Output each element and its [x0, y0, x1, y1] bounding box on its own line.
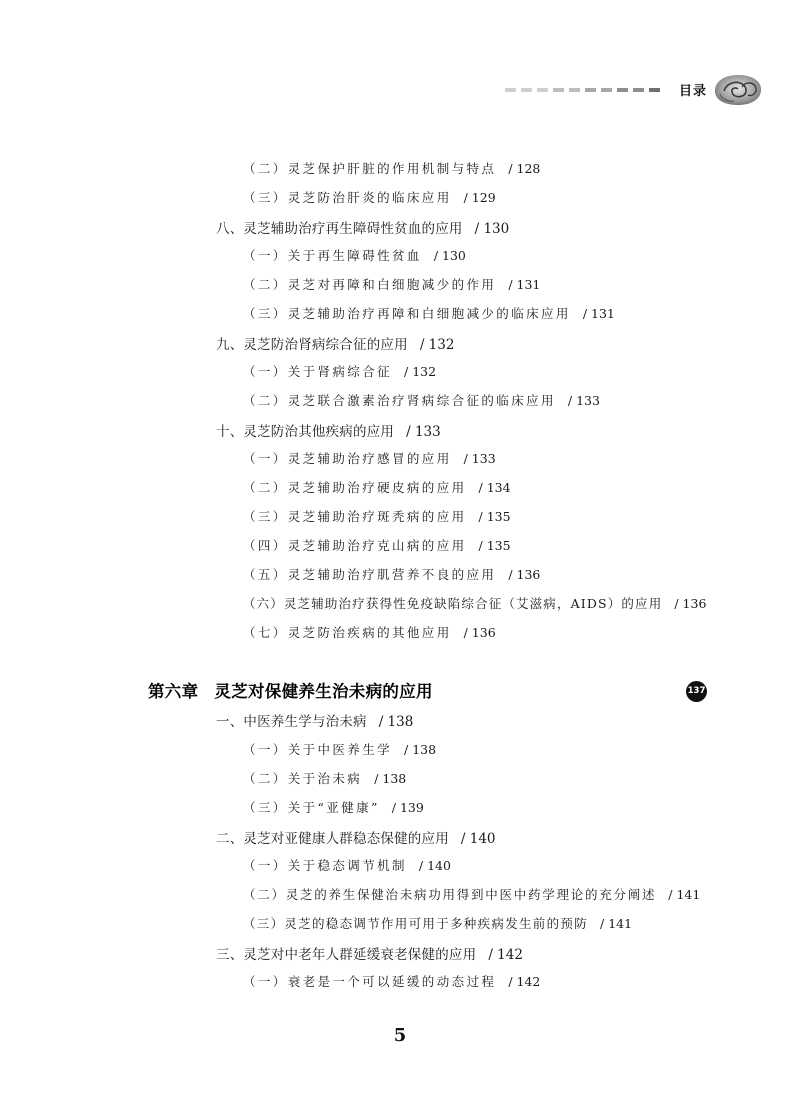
- dash: [617, 88, 628, 92]
- toc-entry-page: / 138: [374, 771, 407, 786]
- toc-section[interactable]: [216, 710, 413, 730]
- toc-section[interactable]: [216, 333, 454, 353]
- chapter-number: 第六章: [148, 682, 199, 701]
- toc-entry-page: / 141: [668, 887, 701, 902]
- toc-entry-text: （一）关于稳态调节机制: [243, 858, 407, 873]
- toc-entry[interactable]: [243, 449, 496, 467]
- toc-entry-text: （二）灵芝对再障和白细胞减少的作用: [243, 277, 497, 292]
- toc-entry-page: / 135: [478, 538, 511, 553]
- toc-entry-page: / 136: [463, 625, 496, 640]
- toc-section[interactable]: [216, 420, 441, 440]
- toc-entry[interactable]: [243, 536, 511, 554]
- chapter-title: 灵芝对保健养生治未病的应用: [214, 682, 433, 701]
- toc-entry[interactable]: [243, 507, 511, 525]
- toc-entry-text: （二）关于治未病: [243, 771, 363, 786]
- toc-entry-page: / 139: [391, 800, 424, 815]
- toc-entry[interactable]: [243, 769, 406, 787]
- toc-entry-text: （二）灵芝的养生保健治未病功用得到中医中药学理论的充分阐述: [243, 887, 657, 902]
- toc-section-page: / 142: [488, 947, 523, 963]
- header-decoration-dashes: [505, 88, 660, 92]
- toc-section-text: 一、中医养生学与治未病: [216, 714, 367, 730]
- toc-section-page: / 133: [406, 424, 441, 440]
- toc-section-page: / 138: [378, 714, 414, 730]
- toc-section-page: / 140: [460, 831, 496, 847]
- toc-entry-text: （一）衰老是一个可以延缓的动态过程: [243, 974, 497, 989]
- toc-entry-page: / 136: [674, 596, 707, 611]
- toc-entry-page: / 135: [478, 509, 511, 524]
- dash: [649, 88, 660, 92]
- toc-entry-text: （三）灵芝的稳态调节作用可用于多种疾病发生前的预防: [243, 916, 589, 931]
- toc-entry-page: / 131: [508, 277, 541, 292]
- toc-entry-page: / 140: [418, 858, 451, 873]
- toc-entry[interactable]: [243, 188, 496, 206]
- toc-entry-page: / 134: [478, 480, 511, 495]
- toc-entry[interactable]: [243, 740, 436, 758]
- toc-section-text: 九、灵芝防治肾病综合征的应用: [216, 337, 408, 353]
- header-title: 目录: [679, 84, 708, 99]
- toc-entry[interactable]: [243, 246, 466, 264]
- toc-entry[interactable]: [243, 478, 511, 496]
- toc-entry[interactable]: [243, 275, 540, 293]
- toc-entry[interactable]: [243, 972, 540, 990]
- toc-entry-text: （三）灵芝防治肝炎的临床应用: [243, 190, 452, 205]
- toc-entry-page: / 128: [508, 161, 541, 176]
- chapter-page-badge: 137: [686, 681, 707, 702]
- toc-entry[interactable]: [243, 914, 632, 932]
- dash: [633, 88, 644, 92]
- toc-entry-page: / 133: [567, 393, 600, 408]
- toc-entry-text: （三）灵芝辅助治疗再障和白细胞减少的临床应用: [243, 306, 571, 321]
- toc-entry[interactable]: [243, 304, 615, 322]
- toc-entry-page: / 141: [600, 916, 633, 931]
- toc-section-text: 八、灵芝辅助治疗再生障碍性贫血的应用: [216, 221, 463, 237]
- toc-entry-page: / 136: [508, 567, 541, 582]
- toc-entry-text: （三）灵芝辅助治疗斑秃病的应用: [243, 509, 467, 524]
- toc-entry-text: （一）关于中医养生学: [243, 742, 393, 757]
- toc-section-page: / 130: [474, 221, 510, 237]
- toc-entry-text: （五）灵芝辅助治疗肌营养不良的应用: [243, 567, 497, 582]
- dash: [553, 88, 564, 92]
- dash: [521, 88, 532, 92]
- toc-entry-text: （二）灵芝保护肝脏的作用机制与特点: [243, 161, 497, 176]
- chapter-heading[interactable]: [148, 678, 433, 702]
- toc-entry-page: / 138: [404, 742, 437, 757]
- toc-entry-page: / 133: [463, 451, 496, 466]
- toc-entry-text: （一）关于肾病综合征: [243, 364, 393, 379]
- dash: [585, 88, 596, 92]
- toc-entry-page: / 130: [433, 248, 466, 263]
- toc-entry-text: （一）灵芝辅助治疗感冒的应用: [243, 451, 452, 466]
- toc-section-text: 三、灵芝对中老年人群延缓衰老保健的应用: [216, 947, 477, 963]
- toc-entry-page: / 132: [404, 364, 437, 379]
- toc-entry-page: / 131: [582, 306, 615, 321]
- dash: [537, 88, 548, 92]
- toc-entry-text: （四）灵芝辅助治疗克山病的应用: [243, 538, 467, 553]
- ganoderma-logo-icon: [712, 72, 764, 108]
- toc-entry-text: （二）灵芝联合激素治疗肾病综合征的临床应用: [243, 393, 556, 408]
- toc-entry[interactable]: [243, 159, 540, 177]
- dash: [505, 88, 516, 92]
- toc-section-text: 十、灵芝防治其他疾病的应用: [216, 424, 395, 440]
- dash: [569, 88, 580, 92]
- toc-entry[interactable]: [243, 362, 436, 380]
- toc-section-text: 二、灵芝对亚健康人群稳态保健的应用: [216, 831, 449, 847]
- toc-entry[interactable]: [243, 856, 451, 874]
- toc-entry[interactable]: [243, 565, 540, 583]
- page-number: 5: [393, 1025, 407, 1046]
- toc-section-page: / 132: [419, 337, 455, 353]
- toc-entry[interactable]: [243, 623, 496, 641]
- toc-section[interactable]: [216, 827, 496, 847]
- toc-entry-page: / 142: [508, 974, 541, 989]
- toc-section[interactable]: [216, 217, 509, 237]
- toc-entry[interactable]: [243, 885, 700, 903]
- toc-entry-text: （六）灵芝辅助治疗获得性免疫缺陷综合征（艾滋病，AIDS）的应用: [243, 596, 663, 611]
- toc-entry-text: （三）关于“亚健康”: [243, 800, 380, 815]
- dash: [601, 88, 612, 92]
- toc-section[interactable]: [216, 943, 523, 963]
- toc-entry[interactable]: [243, 594, 706, 612]
- toc-entry[interactable]: [243, 391, 600, 409]
- toc-entry-text: （七）灵芝防治疾病的其他应用: [243, 625, 452, 640]
- toc-entry-page: / 129: [463, 190, 496, 205]
- toc-entry-text: （一）关于再生障碍性贫血: [243, 248, 422, 263]
- toc-entry[interactable]: [243, 798, 424, 816]
- toc-entry-text: （二）灵芝辅助治疗硬皮病的应用: [243, 480, 467, 495]
